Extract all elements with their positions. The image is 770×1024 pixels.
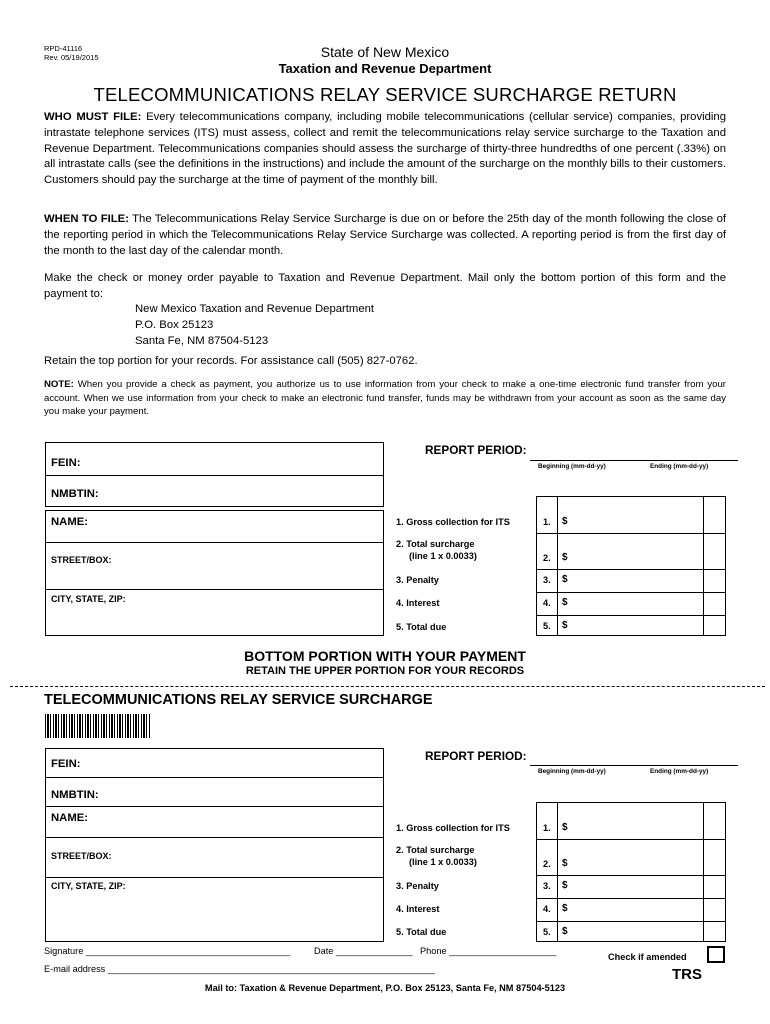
- check-amended-label: Check if amended: [608, 952, 687, 962]
- form-id: RPD-41116: [44, 44, 83, 53]
- line-label: 5. Total due: [396, 622, 447, 632]
- nmbtin-field[interactable]: [45, 777, 384, 807]
- divider: [537, 839, 725, 840]
- name-address-box: [45, 806, 384, 942]
- report-period-line: [530, 460, 738, 461]
- when-text: The Telecommunications Relay Service Surcharge is due on or before the 25th day of the month following the close of the reporting period in which the Telecommunications Relay Service Surcharge was collected. A reporting period is from the first day of the month to the last day of the calendar month.: [44, 213, 726, 257]
- mailing-address: [135, 302, 374, 349]
- line-label: 1. Gross collection for ITS: [396, 517, 510, 527]
- line-number: 1.: [543, 823, 551, 833]
- payable-instructions: Make the check or money order payable to Taxation and Revenue Department. Mail only the bottom portion of this form and the payment to:: [44, 272, 726, 300]
- line-number: 5.: [543, 927, 551, 937]
- divider: [537, 898, 725, 899]
- who-must-file: [44, 110, 726, 189]
- fein-field[interactable]: [45, 442, 384, 476]
- line-number: 3.: [543, 881, 551, 891]
- page-title: TELECOMMUNICATIONS RELAY SERVICE SURCHARGE RETURN: [93, 84, 677, 105]
- beginning-label: Beginning (mm-dd-yy): [538, 768, 606, 775]
- line-label: [396, 538, 477, 562]
- line-number: 2.: [543, 553, 551, 563]
- amount-field[interactable]: $: [562, 903, 568, 914]
- address-line: P.O. Box 25123: [135, 318, 214, 331]
- line-label-text: 2. Total surcharge: [396, 539, 475, 549]
- report-period-label: REPORT PERIOD:: [425, 749, 527, 763]
- email-field[interactable]: E-mail address ________________________________________________________________: [44, 964, 435, 974]
- divider: [46, 542, 383, 543]
- amount-field[interactable]: $: [562, 926, 568, 937]
- line-label-sub: (line 1 x 0.0033): [409, 857, 477, 867]
- divider: [46, 837, 383, 838]
- city-label: CITY, STATE, ZIP:: [51, 594, 126, 604]
- note-text: When you provide a check as payment, you authorize us to use information from your check to make a one-time electronic fund transfer from your account. When we use information from your check to make an electronic fund transfer, funds may be withdrawn from your account as soon as the same day you make your payment.: [44, 379, 726, 417]
- line-label: 4. Interest: [396, 904, 440, 914]
- line-number: 1.: [543, 517, 551, 527]
- amended-checkbox[interactable]: [707, 946, 725, 963]
- amounts-table: [536, 496, 726, 636]
- street-label: STREET/BOX:: [51, 555, 112, 565]
- retain-instructions: Retain the top portion for your records. For assistance call (505) 827-0762.: [44, 355, 418, 367]
- line-number: 4.: [543, 598, 551, 608]
- divider: [537, 569, 725, 570]
- amount-field[interactable]: $: [562, 597, 568, 608]
- nmbtin-field[interactable]: [45, 475, 384, 507]
- revision-date: Rev. 05/19/2015: [44, 53, 99, 62]
- bottom-portion-heading: BOTTOM PORTION WITH YOUR PAYMENT: [244, 648, 526, 664]
- divider: [537, 592, 725, 593]
- ending-label: Ending (mm-dd-yy): [650, 463, 709, 470]
- divider: [46, 877, 383, 878]
- department-name: Taxation and Revenue Department: [278, 61, 492, 76]
- note: [44, 378, 726, 419]
- name-address-box: [45, 510, 384, 636]
- divider: [537, 615, 725, 616]
- report-period-label: REPORT PERIOD:: [425, 443, 527, 457]
- amount-field[interactable]: $: [562, 880, 568, 891]
- amount-field[interactable]: $: [562, 516, 568, 527]
- address-line: New Mexico Taxation and Revenue Department: [135, 303, 375, 315]
- fein-label: FEIN:: [51, 457, 81, 469]
- city-label: CITY, STATE, ZIP:: [51, 881, 126, 891]
- who-label: WHO MUST FILE:: [44, 111, 142, 123]
- line-label-text: 2. Total surcharge: [396, 845, 475, 855]
- name-label: NAME:: [51, 516, 89, 528]
- name-label: NAME:: [51, 812, 89, 824]
- line-number: 2.: [543, 859, 551, 869]
- street-label: STREET/BOX:: [51, 851, 112, 861]
- amount-field[interactable]: $: [562, 822, 568, 833]
- phone-field[interactable]: Phone _____________________: [420, 946, 557, 956]
- line-number: 5.: [543, 621, 551, 631]
- line-number: 4.: [543, 904, 551, 914]
- nmbtin-label: NMBTIN:: [51, 789, 99, 801]
- report-period-line: [530, 765, 738, 766]
- amount-field[interactable]: $: [562, 574, 568, 585]
- retain-heading: RETAIN THE UPPER PORTION FOR YOUR RECORDS: [245, 665, 525, 677]
- amount-field[interactable]: $: [562, 620, 568, 631]
- divider: [537, 533, 725, 534]
- line-label: 3. Penalty: [396, 575, 439, 585]
- fein-label: FEIN:: [51, 758, 81, 770]
- amounts-table: [536, 802, 726, 942]
- state-name: State of New Mexico: [320, 44, 450, 60]
- address-line: Santa Fe, NM 87504-5123: [135, 334, 269, 347]
- line-label-sub: (line 1 x 0.0033): [409, 551, 477, 561]
- amount-field[interactable]: $: [562, 858, 568, 869]
- date-field[interactable]: Date _______________: [314, 946, 413, 956]
- form-code: TRS: [672, 966, 702, 983]
- divider: [537, 875, 725, 876]
- line-label: [396, 844, 477, 868]
- amount-field[interactable]: $: [562, 552, 568, 563]
- when-to-file: [44, 212, 726, 259]
- line-number: 3.: [543, 575, 551, 585]
- mail-to-address: Mail to: Taxation & Revenue Department, P.O. Box 25123, Santa Fe, NM 87504-5123: [204, 983, 566, 993]
- when-label: WHEN TO FILE:: [44, 213, 129, 225]
- cut-line: [10, 686, 765, 687]
- line-label: 4. Interest: [396, 598, 440, 608]
- bottom-form-title: TELECOMMUNICATIONS RELAY SERVICE SURCHARGE: [44, 692, 433, 708]
- barcode: [45, 714, 151, 738]
- line-label: 5. Total due: [396, 927, 447, 937]
- ending-label: Ending (mm-dd-yy): [650, 768, 709, 775]
- signature-field[interactable]: Signature ________________________________________: [44, 946, 291, 956]
- beginning-label: Beginning (mm-dd-yy): [538, 463, 606, 470]
- fein-field[interactable]: [45, 748, 384, 778]
- nmbtin-label: NMBTIN:: [51, 488, 99, 500]
- divider: [46, 589, 383, 590]
- line-label: 3. Penalty: [396, 881, 439, 891]
- divider: [537, 921, 725, 922]
- who-text: Every telecommunications company, including mobile telecommunications (cellular service) companies, providing intrastate telephone services (ITS) must assess, collect and remit the telecommunications relay service surcharge to the Taxation and Revenue Department. Telecommunications companies should assess the surcharge of thirty-three hundredths of one percent (.33%) on all intrastate calls (see the definitions in the instructions) and include the amount of the surcharge on the monthly bills to their customers. Customers should pay the surcharge at the time of payment of the monthly bill.: [44, 111, 726, 187]
- line-label: 1. Gross collection for ITS: [396, 823, 510, 833]
- note-label: NOTE:: [44, 379, 74, 390]
